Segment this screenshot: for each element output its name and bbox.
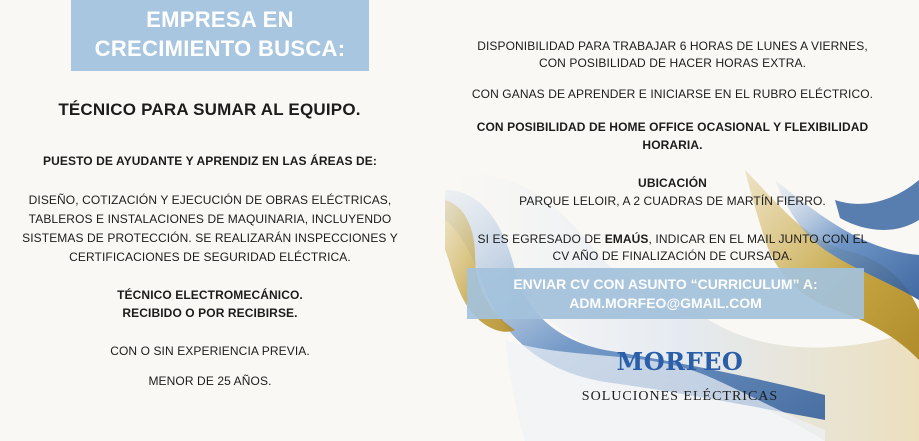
headline-line-2: CRECIMIENTO BUSCA: bbox=[94, 36, 346, 61]
ubicacion-value: PARQUE LELOIR, A 2 CUADRAS DE MARTÍN FIERRO. bbox=[519, 194, 826, 208]
headline-line-1: EMPRESA EN bbox=[146, 7, 294, 32]
puesto-text: PUESTO DE AYUDANTE Y APRENDIZ EN LAS ÁREAS DE: bbox=[43, 154, 377, 168]
experiencia-text: CON O SIN EXPERIENCIA PREVIA. bbox=[110, 344, 310, 358]
ganas-text: CON GANAS DE APRENDER E INICIARSE EN EL RUBRO ELÉCTRICO. bbox=[471, 87, 874, 101]
company-logo-name: MORFEO bbox=[616, 347, 744, 376]
areas-line-1: DISEÑO, COTIZACIÓN Y EJECUCIÓN DE OBRAS ELÉCTRICAS, bbox=[28, 193, 392, 207]
cta-email[interactable]: ADM.MORFEO@GMAIL.COM bbox=[569, 295, 762, 311]
position-heading: TÉCNICO PARA SUMAR AL EQUIPO. bbox=[58, 100, 361, 119]
cta-banner bbox=[467, 268, 864, 319]
egresado-line-1 bbox=[455, 231, 890, 248]
disponibilidad-line-2: CON POSIBILIDAD DE HACER HORAS EXTRA. bbox=[538, 56, 807, 70]
areas-line-4: CERTIFICACIONES DE SEGURIDAD ELÉCTRICA. bbox=[69, 250, 351, 264]
edad-text: MENOR DE 25 AÑOS. bbox=[148, 374, 272, 388]
areas-line-3: SISTEMAS DE PROTECCIÓN. SE REALIZARÁN INSPECCIONES Y bbox=[22, 231, 398, 245]
perfil-line-2: RECIBIDO O POR RECIBIRSE. bbox=[122, 306, 298, 320]
company-logo-subtitle: SOLUCIONES ELÉCTRICAS bbox=[581, 389, 779, 404]
egresado-line-2: CV AÑO DE FINALIZACIÓN DE CURSADA. bbox=[552, 249, 793, 263]
cta-instruction: ENVIAR CV CON ASUNTO “CURRICULUM” A: bbox=[513, 276, 818, 292]
egresado-pre: SI ES EGRESADO DE bbox=[477, 232, 605, 246]
home-office-line-2: HORARIA. bbox=[642, 138, 703, 152]
egresado-post: , INDICAR EN EL MAIL JUNTO CON EL bbox=[648, 232, 868, 246]
disponibilidad-line-1: DISPONIBILIDAD PARA TRABAJAR 6 HORAS DE LUNES A VIERNES, bbox=[477, 39, 868, 53]
perfil-line-1: TÉCNICO ELECTROMECÁNICO. bbox=[117, 288, 303, 302]
home-office-line-1: CON POSIBILIDAD DE HOME OFFICE OCASIONAL Y FLEXIBILIDAD bbox=[476, 120, 869, 134]
headline-banner bbox=[71, 0, 369, 71]
areas-line-2: TABLEROS E INSTALACIONES DE MAQUINARIA, INCLUYENDO bbox=[28, 212, 392, 226]
ubicacion-label: UBICACIÓN bbox=[638, 176, 707, 190]
egresado-emphasis: EMAÚS bbox=[604, 232, 649, 246]
